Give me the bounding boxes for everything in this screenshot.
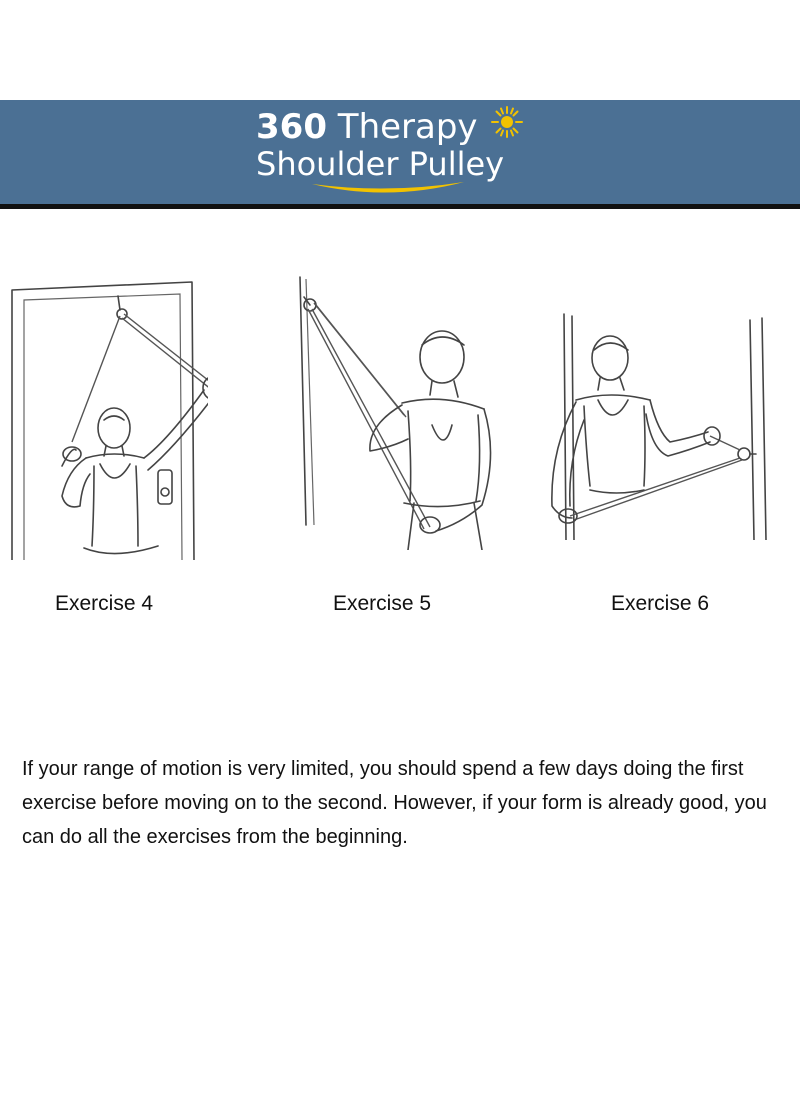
- brand-line-1: [256, 105, 478, 149]
- exercise-6-label: Exercise 6: [611, 592, 710, 615]
- brand-word: Therapy: [337, 107, 478, 147]
- brand-number: 360: [256, 107, 327, 147]
- product-name: Shoulder Pulley: [256, 145, 505, 183]
- exercise-4-label: Exercise 4: [55, 592, 154, 615]
- header-banner: [0, 100, 800, 209]
- brand-logo: [256, 105, 546, 205]
- behind-back-pulley-figure: [292, 275, 502, 550]
- exercise-5-label: Exercise 5: [333, 592, 432, 615]
- instructions-paragraph: If your range of motion is very limited, you should spend a few days doing the first exercise before moving on to the second. However, if your form is already good, you can do all the exercises from the beginning.: [22, 758, 767, 848]
- swoosh-icon: [308, 178, 468, 200]
- side-pulley-figure: [540, 310, 780, 540]
- overhead-pulley-figure: [8, 270, 208, 560]
- sun-icon: [490, 105, 524, 139]
